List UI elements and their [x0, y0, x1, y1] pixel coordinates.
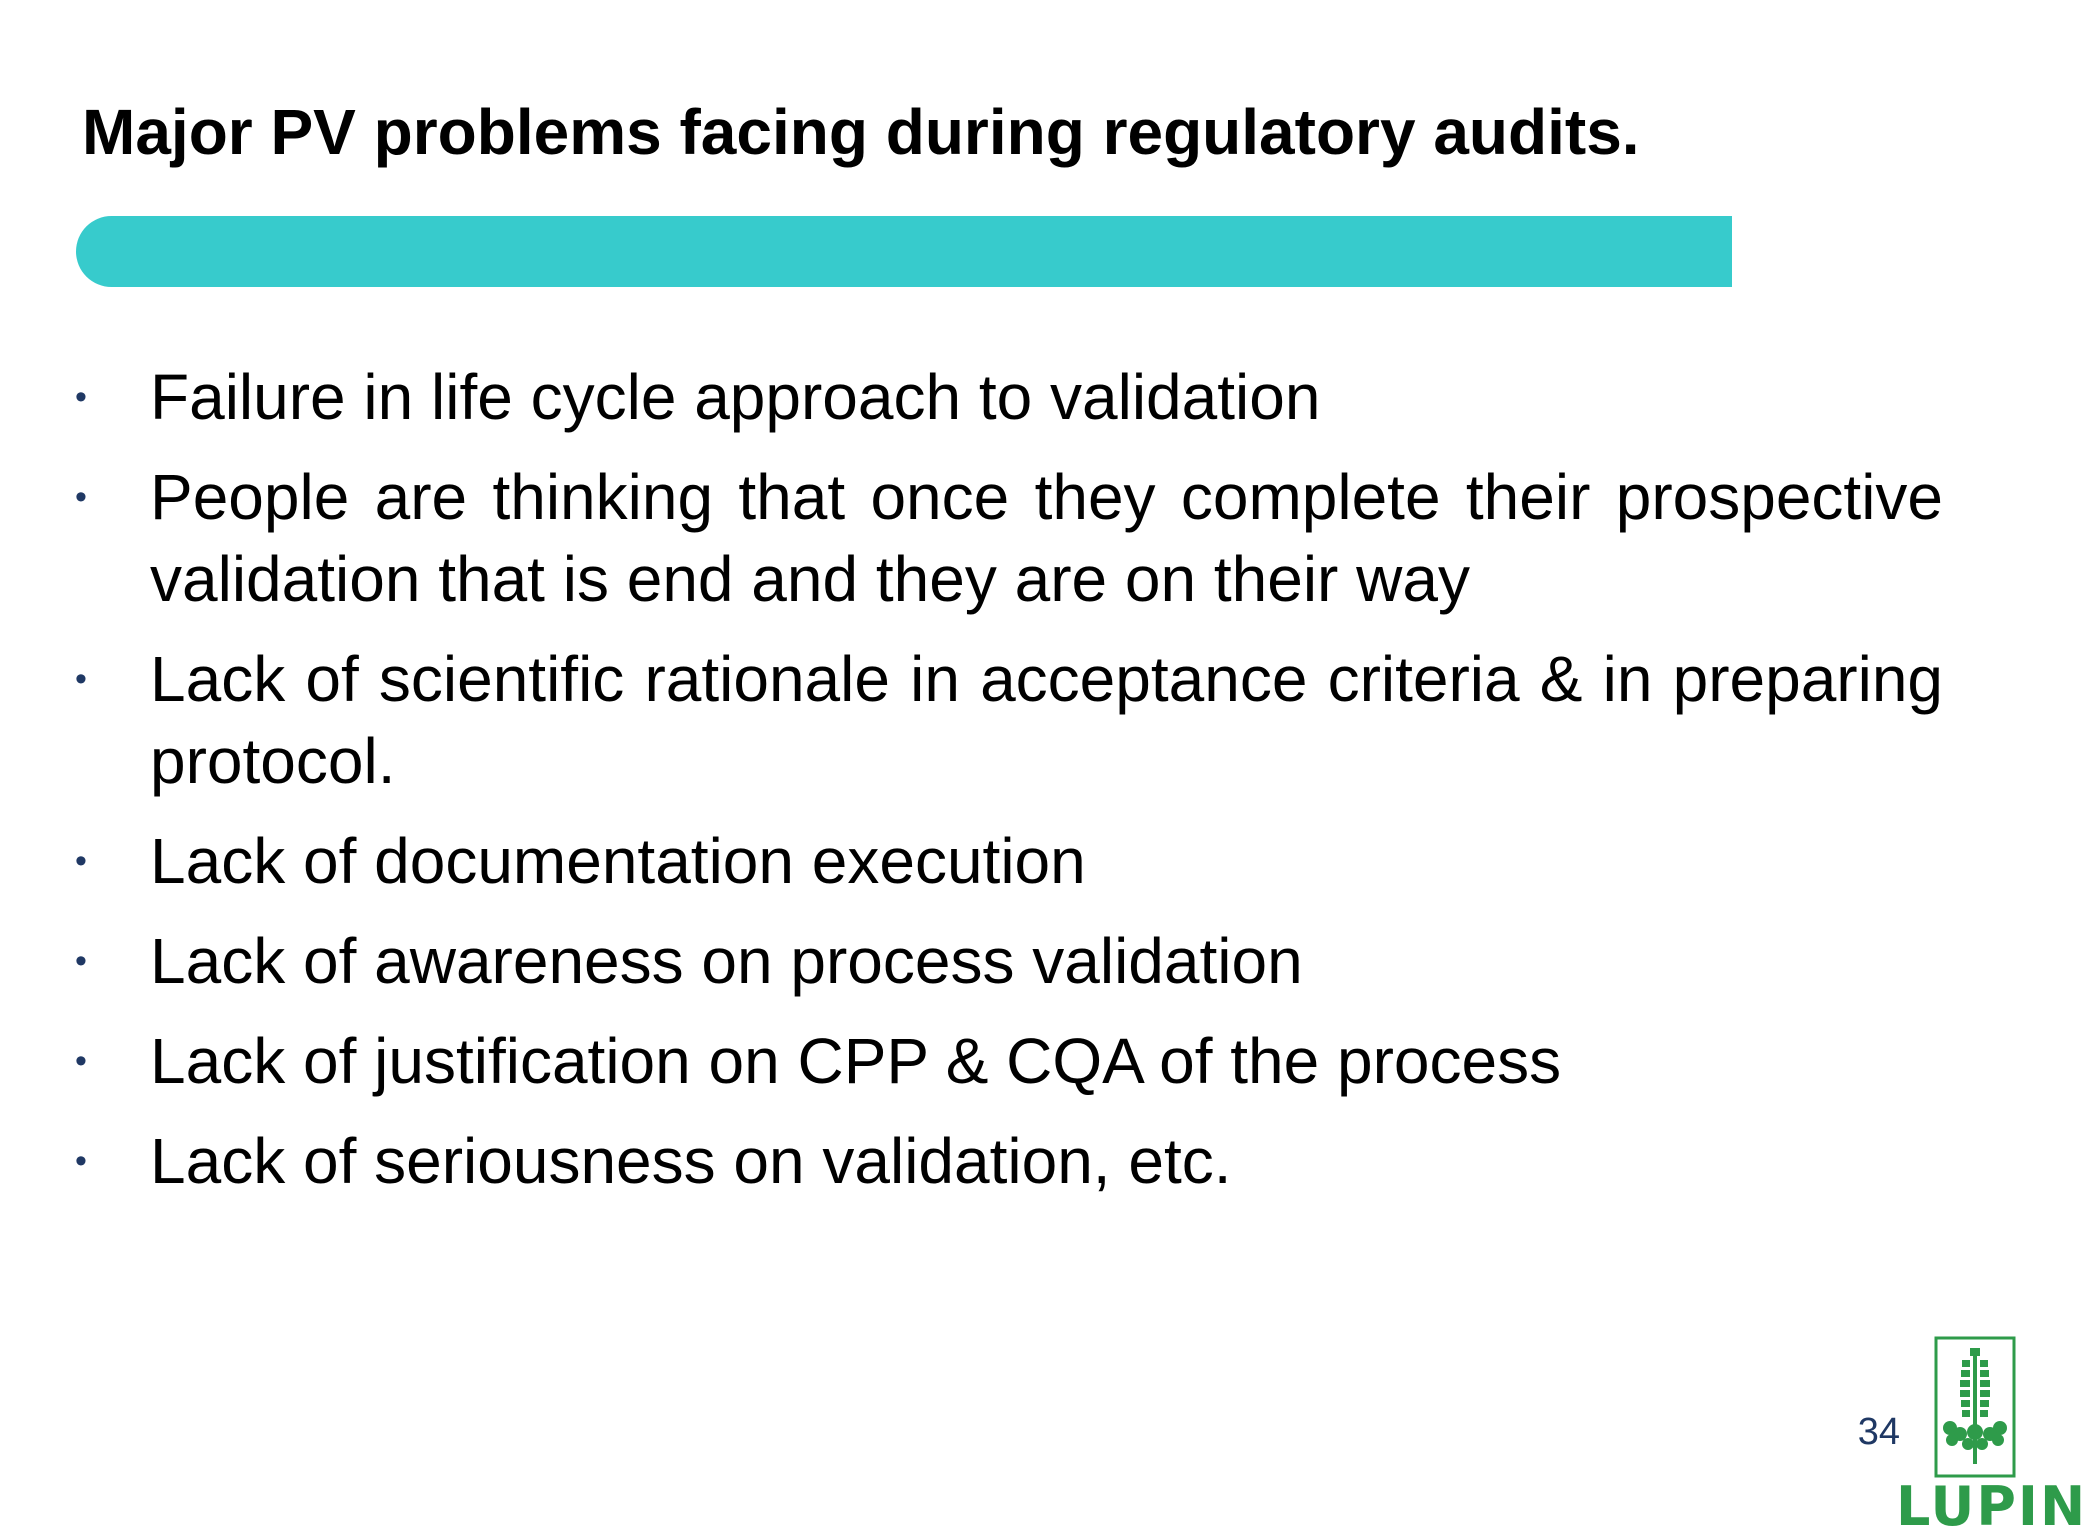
bullet-text: Failure in life cycle approach to validation	[150, 361, 1321, 433]
bullet-text: Lack of scientific rationale in acceptance criteria & in preparing protocol.	[150, 643, 1943, 797]
bullet-text: Lack of seriousness on validation, etc.	[150, 1125, 1232, 1197]
bullet-item	[0, 1120, 1943, 1202]
bullet-text: Lack of awareness on process validation	[150, 925, 1303, 997]
bullet-dot: •	[75, 378, 87, 416]
bullet-dot: •	[75, 1042, 87, 1080]
bullet-item	[0, 920, 1943, 1002]
bullet-dot: •	[75, 842, 87, 880]
bullet-dot: •	[75, 478, 87, 516]
bullet-item	[0, 1020, 1943, 1102]
bullet-item	[0, 820, 1943, 902]
bullet-item	[0, 638, 1943, 802]
bullet-dot: •	[75, 1142, 87, 1180]
bullet-text: People are thinking that once they complete their prospective validation that is end and they are on their way	[150, 461, 1943, 615]
page-number: 34	[1857, 1411, 1900, 1453]
slide-title: Major PV problems facing during regulatory audits.	[82, 96, 1640, 168]
bullet-dot: •	[75, 942, 87, 980]
lupin-plant-icon	[1934, 1336, 2016, 1478]
bullet-list	[0, 356, 2048, 1220]
logo-wordmark: LUPIN	[1896, 1475, 2087, 1538]
lupin-logo	[1896, 1336, 2087, 1538]
bullet-item	[0, 356, 1943, 438]
bullet-text: Lack of justification on CPP & CQA of the process	[150, 1025, 1562, 1097]
accent-bar	[76, 216, 1732, 287]
bullet-text: Lack of documentation execution	[150, 825, 1086, 897]
bullet-item	[0, 456, 1943, 620]
bullet-dot: •	[75, 660, 87, 698]
